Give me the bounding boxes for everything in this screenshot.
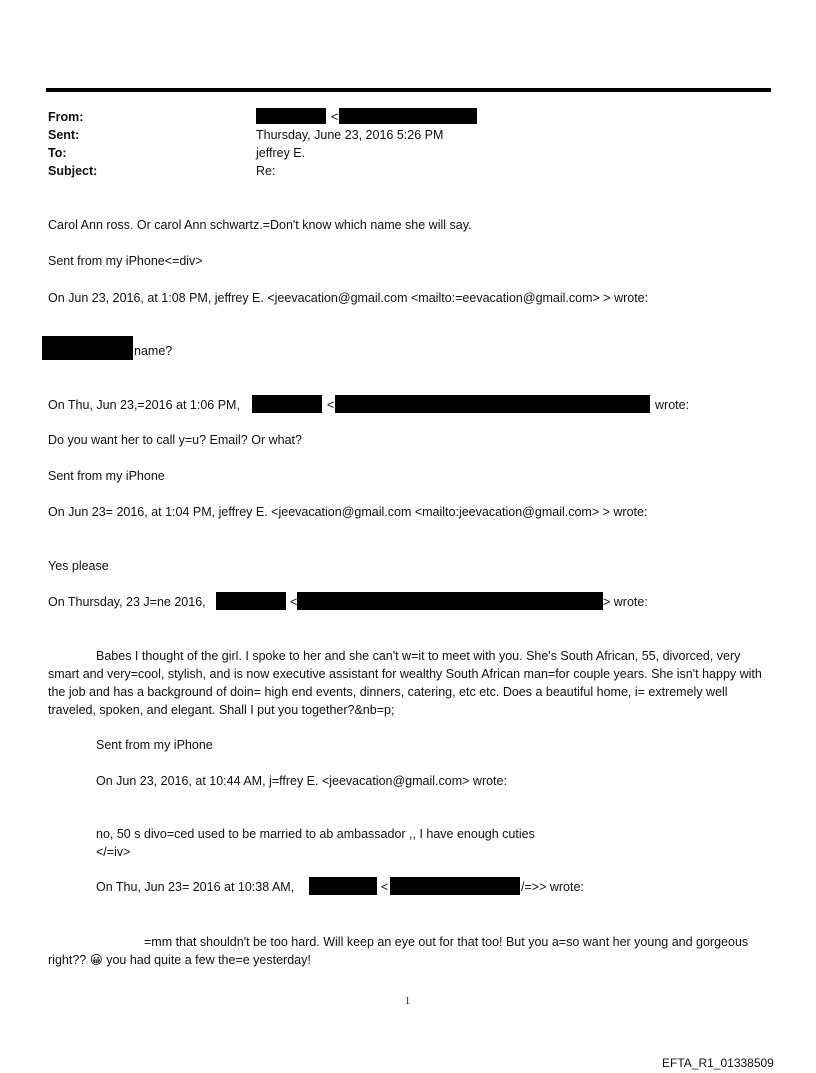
redaction-sender-email [297,592,603,610]
body-line: Sent from my iPhone<=div> [48,254,203,268]
from-value: < [331,110,339,124]
body-line: < [327,398,335,412]
body-line: On Thu, Jun 23,=2016 at 1:06 PM, [48,398,240,412]
body-line: /=>> wrote: [521,880,584,894]
body-line: > wrote: [603,595,648,609]
sent-value: Thursday, June 23, 2016 5:26 PM [256,128,444,142]
from-label: From: [48,110,84,124]
body-paragraph: Babes I thought of the girl. I spoke to her and she can't w=it to meet with you. She's South African, 55, divorced, very smart and very=cool, stylish, and is now executive assistant for wealthy South African man=for couple years. She isn't happy with the job and has a background of doin= high end events, dinners, catering, etc etc. Does a beautiful home, i= extremely well traveled, spoken, and elegant. Shall I put you together?&nb=p; [48,649,762,717]
body-line: Sent from my iPhone [48,469,165,483]
body-line: Yes please [48,559,109,573]
body-line: On Jun 23= 2016, at 1:04 PM, jeffrey E. <jeevacation@gmail.com <mailto:jeevacation@gmail.com> > wrote: [48,505,648,519]
subject-label: Subject: [48,164,98,178]
redaction-from-name [256,108,326,124]
body-line: Carol Ann ross. Or carol Ann schwartz.=Don't know which name she will say. [48,218,472,232]
redaction-from-email [339,108,477,124]
body-line: On Jun 23, 2016, at 1:08 PM, jeffrey E. <jeevacation@gmail.com <mailto:=eevacation@gmail.com> > wrote: [48,291,649,305]
redaction-name [42,336,133,360]
body-line: Sent from my iPhone [96,738,213,752]
top-rule [46,88,771,92]
body-paragraph: =mm that shouldn't be too hard. Will keep an eye out for that too! But you a=so want her young and gorgeous right?? 😀 you had quite a few the=e yesterday! [48,935,749,967]
redaction-sender-name [252,395,322,413]
body-line: < [290,595,298,609]
redaction-sender-name [216,592,286,610]
to-label: To: [48,146,67,160]
bates-number: EFTA_R1_01338509 [662,1056,774,1070]
sent-label: Sent: [48,128,80,142]
subject-value: Re: [256,164,276,178]
body-line: no, 50 s divo=ced used to be married to ab ambassador ,, I have enough cuties [96,827,535,841]
redaction-sender-email [335,395,650,413]
body-line: < [381,880,389,894]
body-line: On Jun 23, 2016, at 10:44 AM, j=ffrey E. <jeevacation@gmail.com> wrote: [96,774,507,788]
body-line: name? [134,344,173,358]
redaction-sender-name [309,877,377,895]
page-number: 1 [405,996,410,1007]
body-line: </=iv> [96,845,131,859]
redaction-sender-email [390,877,520,895]
body-line: On Thu, Jun 23= 2016 at 10:38 AM, [96,880,295,894]
body-line: wrote: [655,398,690,412]
to-value: jeffrey E. [256,146,306,160]
body-line: On Thursday, 23 J=ne 2016, [48,595,206,609]
body-line: Do you want her to call y=u? Email? Or what? [48,433,302,447]
